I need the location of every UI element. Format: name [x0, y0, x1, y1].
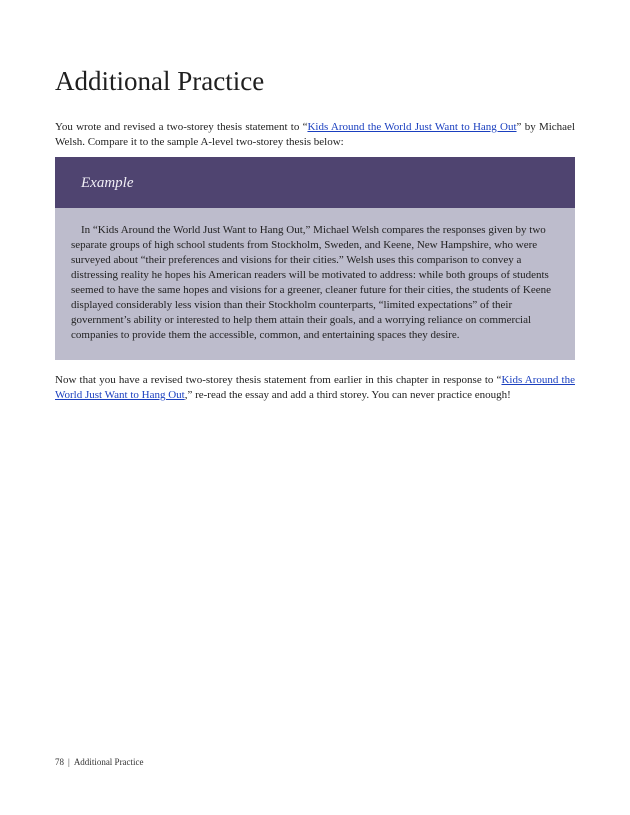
- intro-text-before: You wrote and revised a two-storey thesis statement to “: [55, 121, 308, 133]
- footer-section-title: Additional Practice: [73, 757, 144, 767]
- example-header: [55, 157, 575, 208]
- footer-separator: |: [68, 757, 70, 767]
- essay-link-followup[interactable]: Kids Around the World Just Want to Hang Out: [55, 374, 575, 401]
- followup-paragraph: [55, 373, 575, 403]
- example-body: [55, 208, 575, 360]
- page-title: Additional Practice: [55, 66, 265, 96]
- example-thesis-text: In “Kids Around the World Just Want to Hang Out,” Michael Welsh compares the responses given by two separate groups of high school students from Stockholm, Sweden, and Keene, New Hampshire, who were surveyed about “their preferences and visions for their cities.” Welsh uses this comparison to convey a distressing reality he hopes his American readers will be motivated to address: while both groups of students seemed to have the same hopes and visions for a greener, cleaner future for their cities, the students of Keene displayed considerably less vision than their Stockholm counterparts, “limited expectations” of their government’s ability or interested to help them attain their goals, and a worrying reliance on commercial companies to provide them the accessible, common, and entertaining spaces they desire.: [71, 224, 552, 341]
- example-title: Example: [81, 175, 134, 191]
- followup-text-before: Now that you have a revised two-storey thesis statement from earlier in this chapter in response to “: [55, 374, 502, 386]
- intro-paragraph: [55, 120, 575, 150]
- followup-text-after: ,” re-read the essay and add a third storey. You can never practice enough!: [184, 389, 511, 401]
- page-footer: [55, 756, 144, 768]
- essay-link[interactable]: Kids Around the World Just Want to Hang Out: [307, 121, 517, 133]
- intro-text-after: ” by Michael Welsh. Compare it to the sample A-level two-storey thesis below:: [55, 121, 575, 148]
- example-box: [55, 157, 575, 360]
- page-number: 78: [55, 757, 64, 767]
